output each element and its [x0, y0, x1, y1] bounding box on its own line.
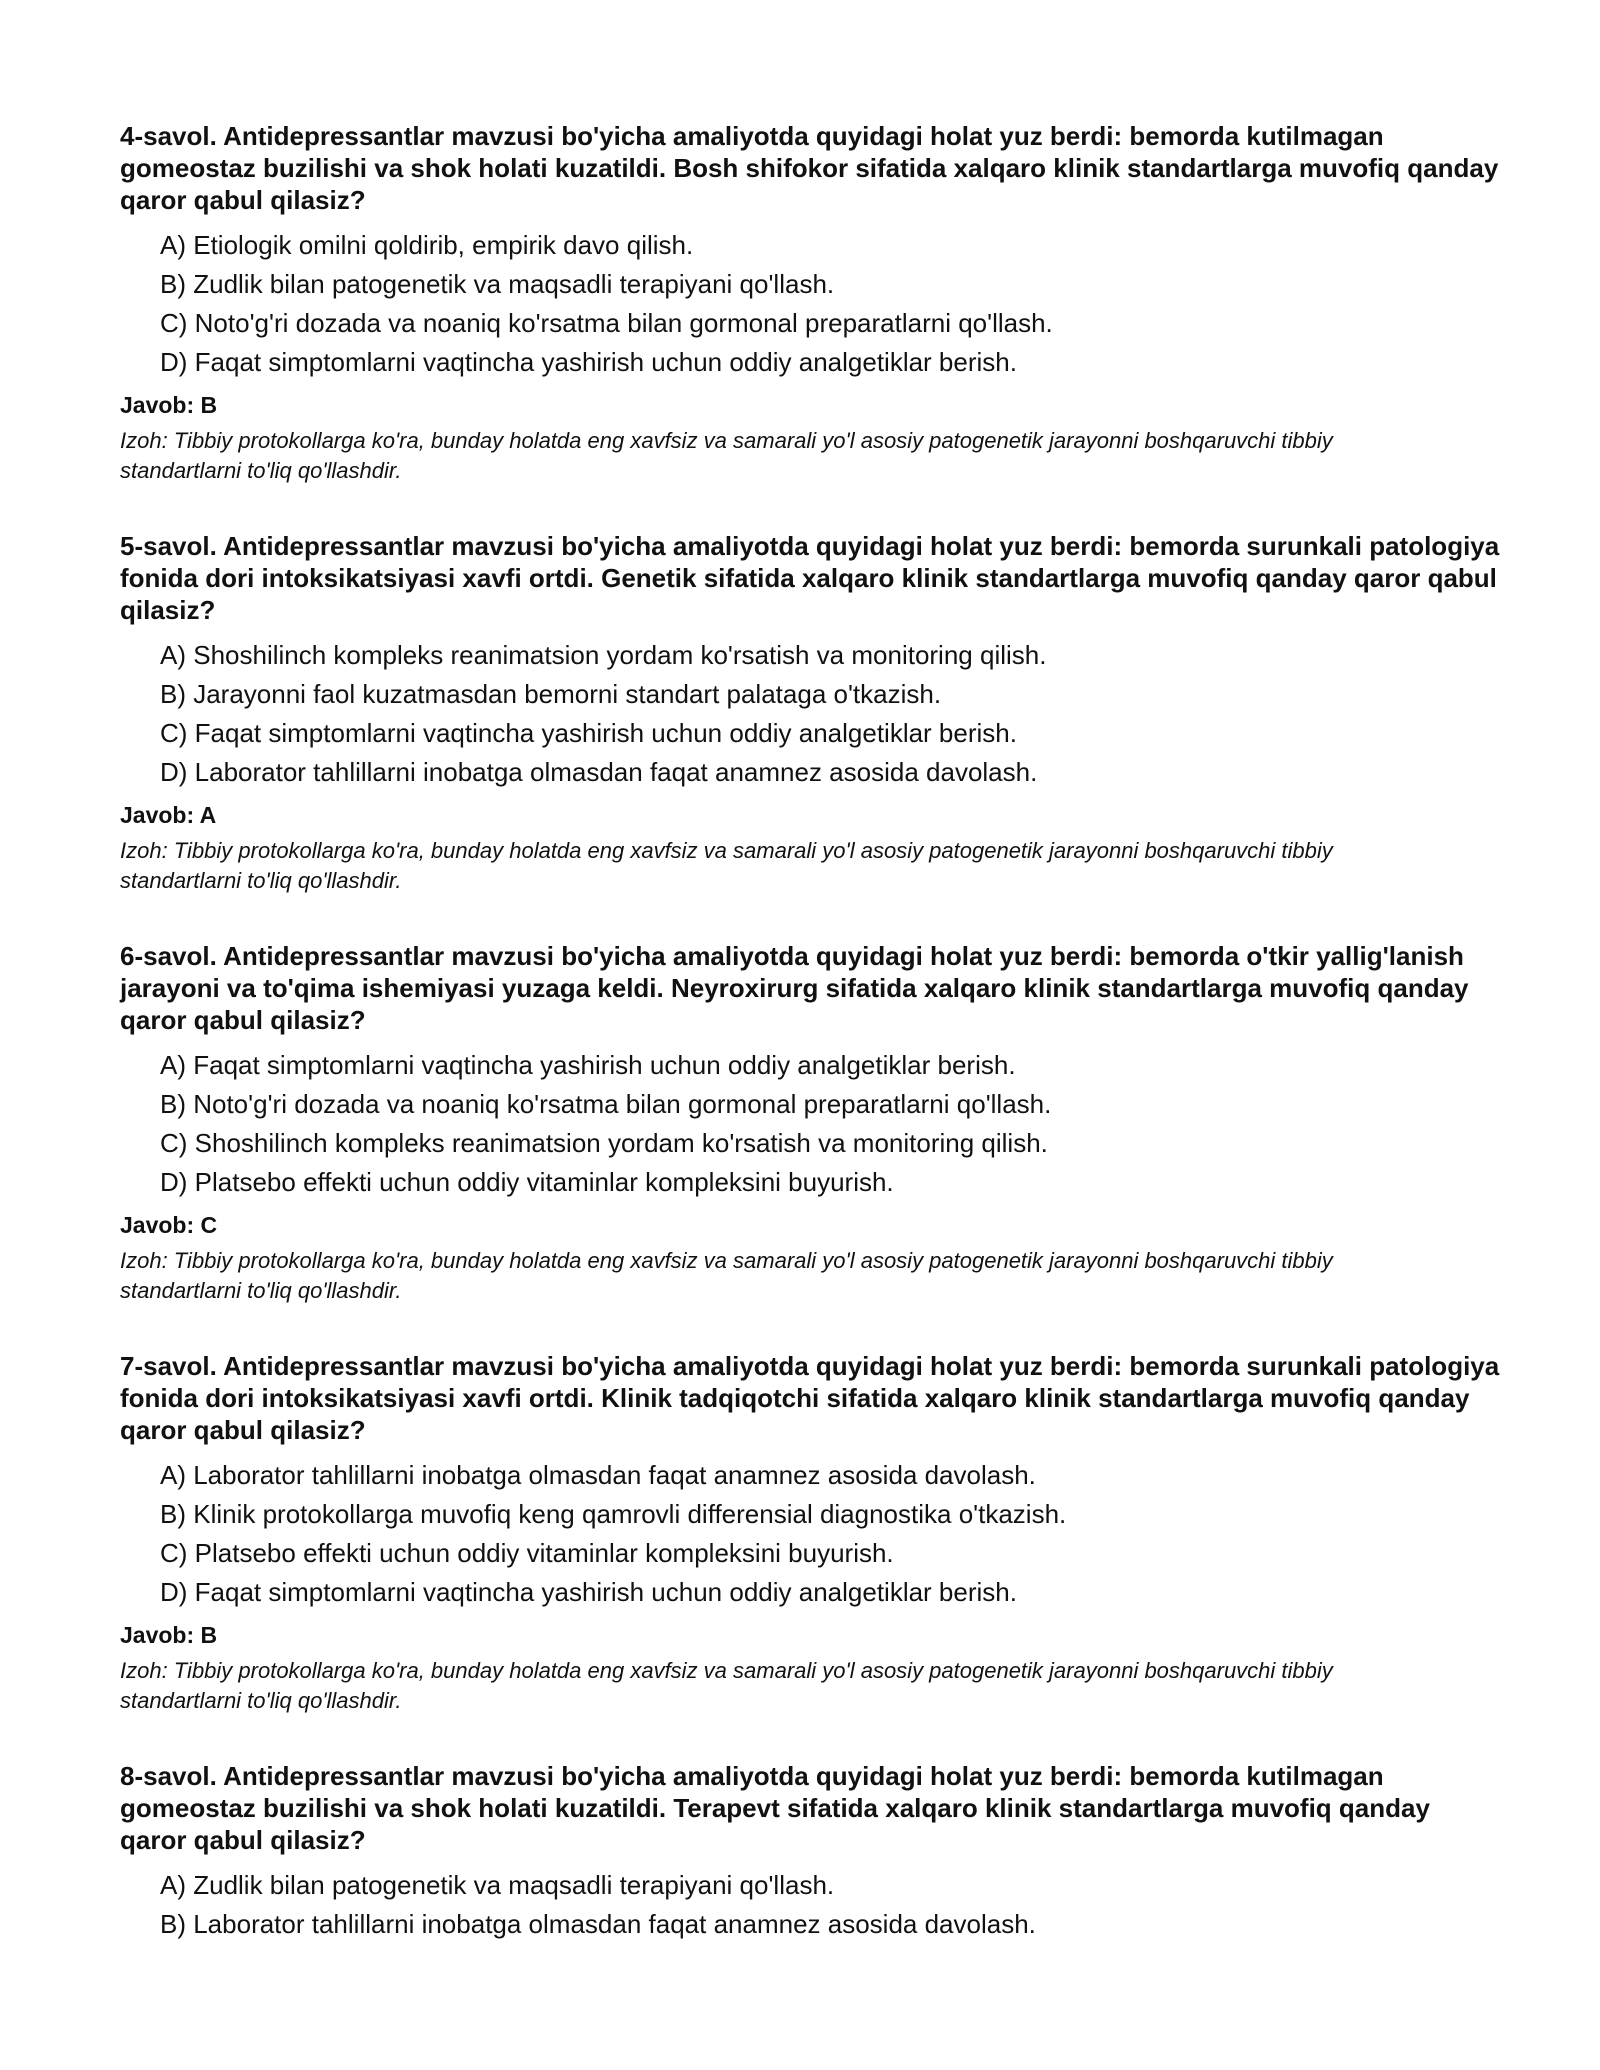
explanation: Izoh: Tibbiy protokollarga ko'ra, bunday holatda eng xavfsiz va samarali yo'l asosiy patogenetik jarayonni boshqaruvchi tibbiy standartlarni to'liq qo'llashdir. — [120, 838, 1333, 893]
option-a: A) Shoshilinch kompleks reanimatsion yordam ko'rsatish va monitoring qilish. — [160, 640, 1047, 670]
answer-key: Javob: B — [120, 392, 218, 418]
option-a: A) Faqat simptomlarni vaqtincha yashirish uchun oddiy analgetiklar berish. — [160, 1050, 1016, 1080]
question-8 — [120, 1760, 1500, 1944]
option-a: A) Zudlik bilan patogenetik va maqsadli terapiyani qo'llash. — [160, 1870, 835, 1900]
question-title: 8-savol. Antidepressantlar mavzusi bo'yicha amaliyotda quyidagi holat yuz berdi: bemorda kutilmagan gomeostaz buzilishi va shok holati kuzatildi. Terapevt sifatida xalqaro klinik standartlarga muvofiq qanday qaror qabul qilasiz? — [120, 1761, 1430, 1855]
answer-key: Javob: C — [120, 1212, 218, 1238]
option-b: B) Laborator tahlillarni inobatga olmasdan faqat anamnez asosida davolash. — [160, 1909, 1036, 1939]
question-title: 6-savol. Antidepressantlar mavzusi bo'yicha amaliyotda quyidagi holat yuz berdi: bemorda o'tkir yallig'lanish jarayoni va to'qima ishemiyasi yuzaga keldi. Neyroxirurg sifatida xalqaro klinik standartlarga muvofiq qanday qaror qabul qilasiz? — [120, 941, 1469, 1035]
question-7 — [120, 1350, 1500, 1716]
answer-options — [120, 1456, 1500, 1612]
question-4 — [120, 120, 1500, 486]
question-title: 5-savol. Antidepressantlar mavzusi bo'yicha amaliyotda quyidagi holat yuz berdi: bemorda surunkali patologiya fonida dori intoksikatsiyasi xavfi ortdi. Genetik sifatida xalqaro klinik standartlarga muvofiq qanday qaror qabul qilasiz? — [120, 531, 1500, 625]
explanation: Izoh: Tibbiy protokollarga ko'ra, bunday holatda eng xavfsiz va samarali yo'l asosiy patogenetik jarayonni boshqaruvchi tibbiy standartlarni to'liq qo'llashdir. — [120, 1248, 1333, 1303]
option-a: A) Laborator tahlillarni inobatga olmasdan faqat anamnez asosida davolash. — [160, 1460, 1036, 1490]
option-c: C) Platsebo effekti uchun oddiy vitaminlar kompleksini buyurish. — [160, 1538, 894, 1568]
option-c: C) Faqat simptomlarni vaqtincha yashirish uchun oddiy analgetiklar berish. — [160, 718, 1017, 748]
question-title: 4-savol. Antidepressantlar mavzusi bo'yicha amaliyotda quyidagi holat yuz berdi: bemorda kutilmagan gomeostaz buzilishi va shok holati kuzatildi. Bosh shifokor sifatida xalqaro klinik standartlarga muvofiq qanday qaror qabul qilasiz? — [120, 121, 1499, 215]
option-b: B) Noto'g'ri dozada va noaniq ko'rsatma bilan gormonal preparatlarni qo'llash. — [160, 1089, 1052, 1119]
option-d: D) Platsebo effekti uchun oddiy vitaminlar kompleksini buyurish. — [160, 1167, 894, 1197]
option-d: D) Faqat simptomlarni vaqtincha yashirish uchun oddiy analgetiklar berish. — [160, 347, 1017, 377]
answer-options — [120, 1046, 1500, 1202]
answer-options — [120, 226, 1500, 382]
option-d: D) Laborator tahlillarni inobatga olmasdan faqat anamnez asosida davolash. — [160, 757, 1038, 787]
question-5 — [120, 530, 1500, 896]
answer-options — [120, 1866, 1500, 1944]
option-b: B) Jarayonni faol kuzatmasdan bemorni standart palataga o'tkazish. — [160, 679, 942, 709]
option-b: B) Klinik protokollarga muvofiq keng qamrovli differensial diagnostika o'tkazish. — [160, 1499, 1067, 1529]
option-c: C) Shoshilinch kompleks reanimatsion yordam ko'rsatish va monitoring qilish. — [160, 1128, 1048, 1158]
question-6 — [120, 940, 1500, 1306]
document-page — [120, 120, 1500, 1988]
question-title: 7-savol. Antidepressantlar mavzusi bo'yicha amaliyotda quyidagi holat yuz berdi: bemorda surunkali patologiya fonida dori intoksikatsiyasi xavfi ortdi. Klinik tadqiqotchi sifatida xalqaro klinik standartlarga muvofiq qanday qaror qabul qilasiz? — [120, 1351, 1500, 1445]
option-a: A) Etiologik omilni qoldirib, empirik davo qilish. — [160, 230, 694, 260]
answer-options — [120, 636, 1500, 792]
option-b: B) Zudlik bilan patogenetik va maqsadli terapiyani qo'llash. — [160, 269, 835, 299]
option-d: D) Faqat simptomlarni vaqtincha yashirish uchun oddiy analgetiklar berish. — [160, 1577, 1017, 1607]
answer-key: Javob: B — [120, 1622, 218, 1648]
answer-key: Javob: A — [120, 802, 217, 828]
explanation: Izoh: Tibbiy protokollarga ko'ra, bunday holatda eng xavfsiz va samarali yo'l asosiy patogenetik jarayonni boshqaruvchi tibbiy standartlarni to'liq qo'llashdir. — [120, 428, 1333, 483]
explanation: Izoh: Tibbiy protokollarga ko'ra, bunday holatda eng xavfsiz va samarali yo'l asosiy patogenetik jarayonni boshqaruvchi tibbiy standartlarni to'liq qo'llashdir. — [120, 1658, 1333, 1713]
option-c: C) Noto'g'ri dozada va noaniq ko'rsatma bilan gormonal preparatlarni qo'llash. — [160, 308, 1053, 338]
